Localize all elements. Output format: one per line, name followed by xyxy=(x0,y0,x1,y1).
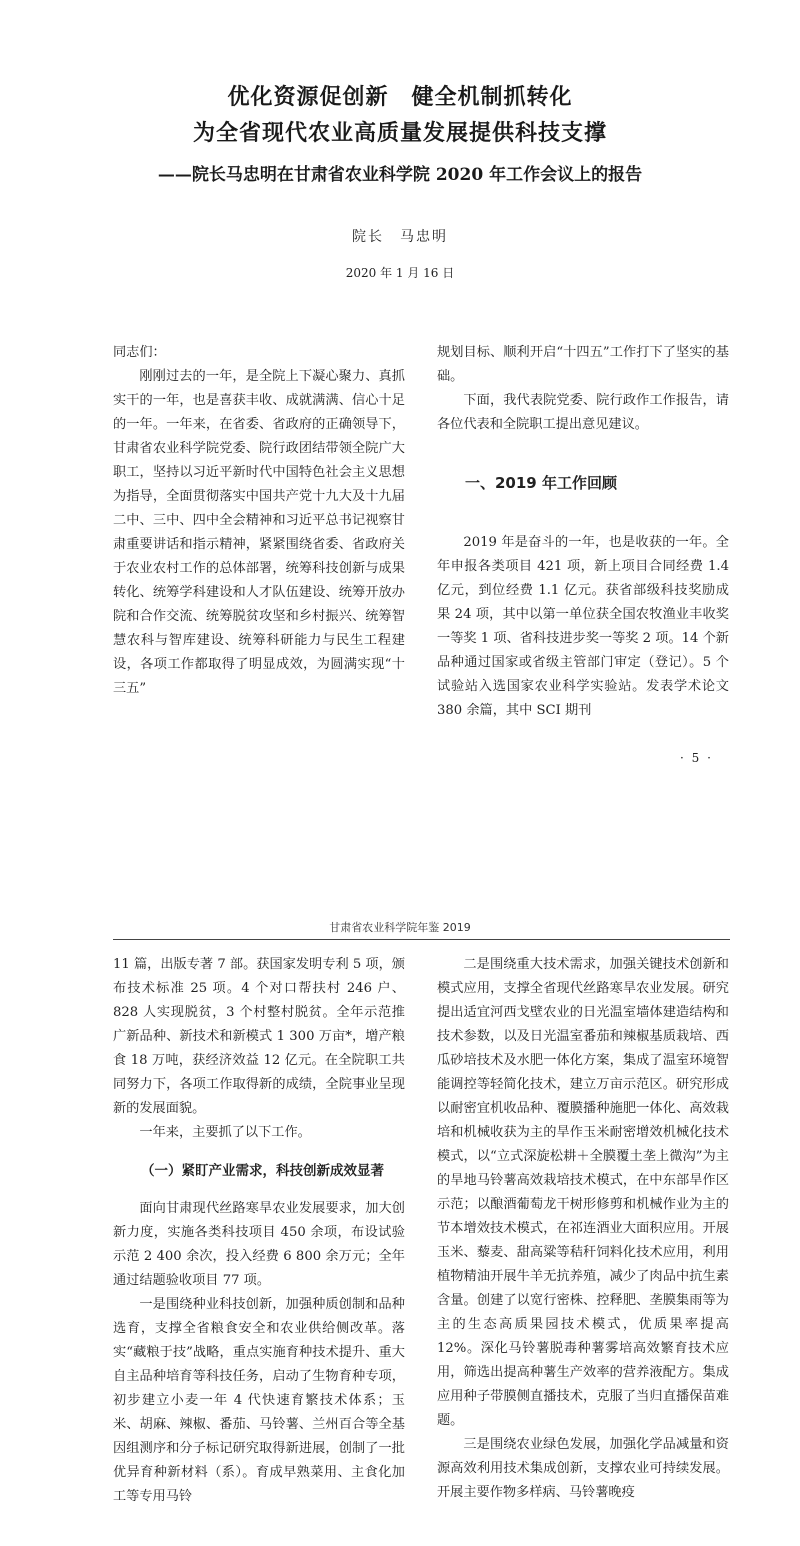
paragraph: 一年来，主要抓了以下工作。 xyxy=(139,1125,311,1140)
paragraph: 刚刚过去的一年，是全院上下凝心聚力、真抓实干的一年，也是喜获丰收、成就满满、信心十足的一年。一年来，在省委、省政府的正确领导下，甘肃省农业科学院党委、院行政团结带领全院广大职工，坚持以习近平新时代中国特色社会主义思想为指导，全面贯彻落实中国共产党十九大及十九届二中、三中、四中全会精神和习近平总书记视察甘肃重要讲话和指示精神，紧紧围绕省委、省政府关于农业农村工作的总体部署，统筹科技创新与成果转化、统筹学科建设和人才队伍建设、统筹开放办院和合作交流、统筹脱贫攻坚和乡村振兴、统筹智慧农科与智库建设、统筹科研能力与民生工程建设，各项工作都取得了明显成效，为圆满实现“十三五” xyxy=(113,369,405,696)
paragraph: 11 篇，出版专著 7 部。获国家发明专利 5 项，颁布技术标准 25 项。4 个对口帮扶村 246 户、828 人实现脱贫，3 个村整村脱贫。全年示范推广新品种、新技术和新模式 1 300 万亩*，增产粮食 18 万吨，获经济效益 12 亿元。在全院职工共同努力下，各项工作取得新的成绩，全院事业呈现新的发展面貌。 xyxy=(113,957,405,1116)
section-heading: 一、2019 年工作回顾 xyxy=(465,474,617,492)
subtitle: ——院长马忠明在甘肃省农业科学院 2020 年工作会议上的报告 xyxy=(157,165,643,185)
paragraph: 三是围绕农业绿色发展，加强化学品减量和资源高效利用技术集成创新，支撑农业可持续发展。开展主要作物多样病、马铃薯晚疫 xyxy=(437,1437,729,1500)
subsection-heading: （一）紧盯产业需求，科技创新成效显著 xyxy=(141,1163,384,1179)
report-date: 2020 年 1 月 16 日 xyxy=(345,266,455,280)
salutation: 同志们： xyxy=(113,345,166,360)
title-line-2: 为全省现代农业高质量发展提供科技支撑 xyxy=(192,120,607,146)
page2-left-column xyxy=(113,953,405,1509)
running-header: 甘肃省农业科学院年鉴 2019 xyxy=(329,921,471,934)
paragraph: 2019 年是奋斗的一年，也是收获的一年。全年申报各类项目 421 项，新上项目合同经费 1.4 亿元，到位经费 1.1 亿元。获省部级科技奖励成果 24 项，其中以第一单位获全国农牧渔业丰收奖一等奖 1 项、省科技进步奖一等奖 2 项。14 个新品种通过国家或省级主管部门审定（登记）。5 个试验站入选国家农业科学实验站。发表学术论文 380 余篇，其中 SCI 期刊 xyxy=(437,535,729,718)
paragraph: 规划目标、顺利开启“十四五”工作打下了坚实的基础。 xyxy=(437,345,729,384)
author: 院长 马忠明 xyxy=(352,229,448,245)
paragraph: 一是围绕种业科技创新，加强种质创制和品种选育，支撑全省粮食安全和农业供给侧改革。落实“藏粮于技”战略，重点实施育种技术提升、重大自主品种培育等科技任务，启动了生物育种专项，初步建立小麦一年 4 代快速育繁技术体系；玉米、胡麻、辣椒、番茄、马铃薯、兰州百合等全基因组测序和分子标记研究取得新进展，创制了一批优异育种新材料（系）。育成早熟菜用、主食化加工等专用马铃 xyxy=(113,1297,405,1504)
page2-right-column xyxy=(437,953,729,1505)
paragraph: 面向甘肃现代丝路寒旱农业发展要求，加大创新力度，实施各类科技项目 450 余项，布设试验示范 2 400 余次，投入经费 6 800 余万元；全年通过结题验收项目 77 项。 xyxy=(113,1201,405,1288)
title-line-1: 优化资源促创新 健全机制抓转化 xyxy=(227,84,573,110)
header-rule xyxy=(113,939,730,940)
page-number: · 5 · xyxy=(680,751,713,765)
paragraph: 下面，我代表院党委、院行政作工作报告，请各位代表和全院职工提出意见建议。 xyxy=(437,393,729,432)
page1-left-column xyxy=(113,341,405,701)
paragraph: 二是围绕重大技术需求，加强关键技术创新和模式应用，支撑全省现代丝路寒旱农业发展。研究提出适宜河西戈壁农业的日光温室墙体建造结构和技术参数，以及日光温室番茄和辣椒基质栽培、西瓜砂培技术及水肥一体化方案，集成了温室环境智能调控等轻简化技术，建立万亩示范区。研究形成以耐密宜机收品种、覆膜播种施肥一体化、高效栽培和机械收获为主的旱作玉米耐密增效机械化技术模式，以“立式深旋松耕＋全膜覆土垄上微沟”为主的旱地马铃薯高效栽培技术模式，在中东部旱作区示范；以酿酒葡萄龙干树形修剪和机械作业为主的节本增效技术模式，在祁连酒业大面积应用。开展玉米、藜麦、甜高粱等秸秆饲料化技术应用，利用植物精油开展牛羊无抗养殖，减少了肉品中抗生素含量。创建了以宽行密株、控释肥、垄膜集雨等为主的生态高质果园技术模式，优质果率提高 12%。深化马铃薯脱毒种薯雾培高效繁育技术应用，筛选出提高种薯生产效率的营养液配方。集成应用种子带膜侧直播技术，克服了当归直播保苗难题。 xyxy=(437,957,729,1428)
page1-right-column xyxy=(437,341,729,723)
